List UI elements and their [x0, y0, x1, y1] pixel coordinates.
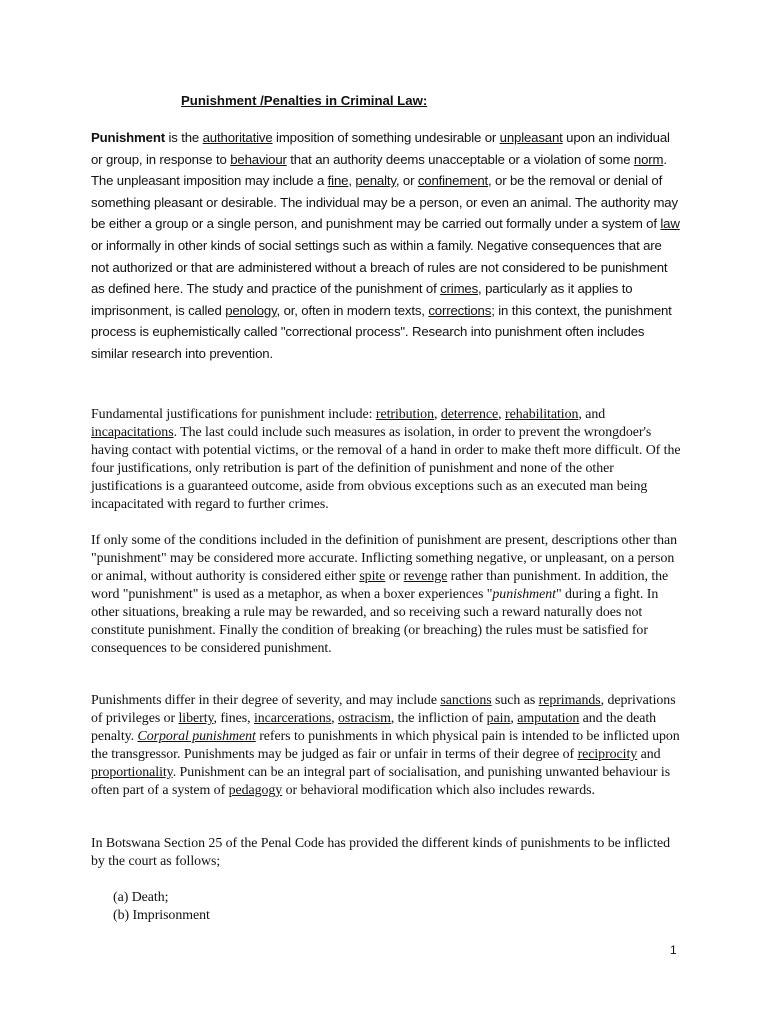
- link-sanctions[interactable]: sanctions: [440, 693, 492, 708]
- text-run: imposition of something undesirable or: [272, 130, 500, 145]
- text-run: Punishments differ in their degree of severity, and may include: [91, 693, 441, 708]
- text-run: , particularly as it applies to imprisonment, is called: [91, 281, 633, 318]
- text-run: ,: [433, 407, 441, 422]
- link-penology[interactable]: penology: [225, 302, 277, 318]
- link-amputation[interactable]: amputation: [517, 711, 580, 726]
- italic-term: punishment: [492, 587, 556, 602]
- text-run: . The unpleasant imposition may include a: [91, 151, 667, 189]
- link-penalty[interactable]: penalty: [355, 173, 396, 189]
- page-number: 1: [670, 943, 677, 957]
- link-rehabilitation[interactable]: rehabilitation: [505, 407, 579, 422]
- paragraph-botswana: In Botswana Section 25 of the Penal Code has provided the different kinds of punishments to be inflicted by the court as follows;: [91, 836, 670, 869]
- text-run: or informally in other kinds of social settings such as within a family. Negative consequences that are not authorized or that are administered without a breach of rules are not considered to be punishment as defined here. The study and practice of the punishment of: [91, 237, 668, 297]
- text-run: , or be the removal or denial of something pleasant or desirable. The individual may be a person, or even an animal. The authority may be either a group or a single person, and punishment may be carried out formally under a system of: [91, 173, 678, 232]
- text-run: such as: [491, 693, 539, 708]
- text-run: Fundamental justifications for punishment include:: [91, 407, 376, 422]
- link-revenge[interactable]: revenge: [403, 569, 448, 584]
- link-proportionality[interactable]: proportionality: [91, 765, 173, 780]
- text-run: , or, often in modern texts,: [276, 302, 429, 318]
- bold-term: Punishment: [91, 130, 165, 145]
- text-run: , deprivations of privileges or: [91, 693, 676, 726]
- text-run: that an authority deems unacceptable or a violation of some: [286, 151, 634, 167]
- link-ostracism[interactable]: ostracism: [338, 711, 391, 726]
- link-crimes[interactable]: crimes: [440, 281, 479, 297]
- punishment-list: [113, 889, 210, 925]
- link-reciprocity[interactable]: reciprocity: [577, 747, 638, 762]
- link-spite[interactable]: spite: [359, 569, 386, 584]
- link-retribution[interactable]: retribution: [375, 407, 434, 422]
- link-corrections[interactable]: corrections: [428, 302, 492, 318]
- document-title: Punishment /Penalties in Criminal Law:: [181, 93, 428, 108]
- link-liberty[interactable]: liberty: [178, 711, 214, 726]
- link-unpleasant[interactable]: unpleasant: [499, 130, 563, 145]
- list-item: (b) Imprisonment: [113, 908, 210, 923]
- link-confinement[interactable]: confinement: [417, 173, 489, 189]
- link-corporal-punishment[interactable]: Corporal punishment: [137, 729, 256, 744]
- text-run: , fines,: [213, 711, 254, 726]
- link-fine[interactable]: fine: [327, 173, 349, 189]
- text-run: or: [385, 569, 404, 584]
- text-run: " during a fight. In other situations, breaking a rule may be rewarded, and so receiving such a reward naturally does not constitute punishment. Finally the condition of breaking (or breaching) the rules must be satisfied for consequences to be considered punishment.: [91, 587, 659, 656]
- link-incarcerations[interactable]: incarcerations: [253, 711, 332, 726]
- text-run: If only some of the conditions included in the definition of punishment are present, descriptions other than "punishment" may be considered more accurate. Inflicting something negative, or unpleasant, on a person or animal, without authority is considered either: [91, 533, 677, 584]
- text-run: and: [637, 747, 661, 762]
- text-run: . Punishment can be an integral part of socialisation, and punishing unwanted behaviour is often part of a system of: [91, 765, 671, 798]
- text-run: is the: [164, 130, 203, 145]
- list-item: (a) Death;: [113, 890, 169, 905]
- link-behaviour[interactable]: behaviour: [230, 151, 287, 167]
- text-run: refers to punishments in which physical pain is intended to be inflicted upon the transgressor. Punishments may be judged as fair or unfair in terms of their degree of: [91, 729, 680, 762]
- link-pain[interactable]: pain: [486, 711, 511, 726]
- link-reprimands[interactable]: reprimands: [538, 693, 601, 708]
- text-run: ; in this context, the punishment process is euphemistically called "correctional process". Research into punishment often includes similar research into prevention.: [91, 302, 672, 361]
- text-run: , or: [395, 173, 418, 189]
- link-authoritative[interactable]: authoritative: [202, 130, 273, 145]
- text-run: or behavioral modification which also includes rewards.: [282, 783, 595, 798]
- text-run: . The last could include such measures as isolation, in order to prevent the wrongdoer's having contact with potential victims, or the removal of a hand in order to make theft more difficult. Of the four justifications, only retribution is part of the definition of punishment and none of the other justifications is a guaranteed outcome, aside from obvious exceptions such as an executed man being incapacitated with regard to further crimes.: [91, 425, 681, 512]
- paragraph-definition: [91, 127, 683, 365]
- paragraph-justifications: [91, 406, 681, 514]
- text-run: ,: [348, 173, 356, 189]
- link-deterrence[interactable]: deterrence: [440, 407, 499, 422]
- text-run: , and: [578, 407, 606, 422]
- link-law[interactable]: law: [660, 216, 680, 232]
- text-run: , the infliction of: [390, 711, 487, 726]
- paragraph-conditions: [91, 532, 681, 658]
- link-incapacitations[interactable]: incapacitations: [91, 425, 174, 440]
- link-norm[interactable]: norm: [633, 151, 664, 167]
- paragraph-severity: [91, 692, 681, 800]
- text-run: ,: [331, 711, 339, 726]
- link-pedagogy[interactable]: pedagogy: [228, 783, 283, 798]
- text-run: and the death penalty.: [91, 711, 657, 744]
- text-run: rather than punishment. In addition, the word "punishment" is used as a metaphor, as when a boxer experiences ": [91, 569, 669, 602]
- text-run: ,: [510, 711, 518, 726]
- text-run: ,: [498, 407, 506, 422]
- text-run: upon an individual or group, in response to: [91, 130, 670, 167]
